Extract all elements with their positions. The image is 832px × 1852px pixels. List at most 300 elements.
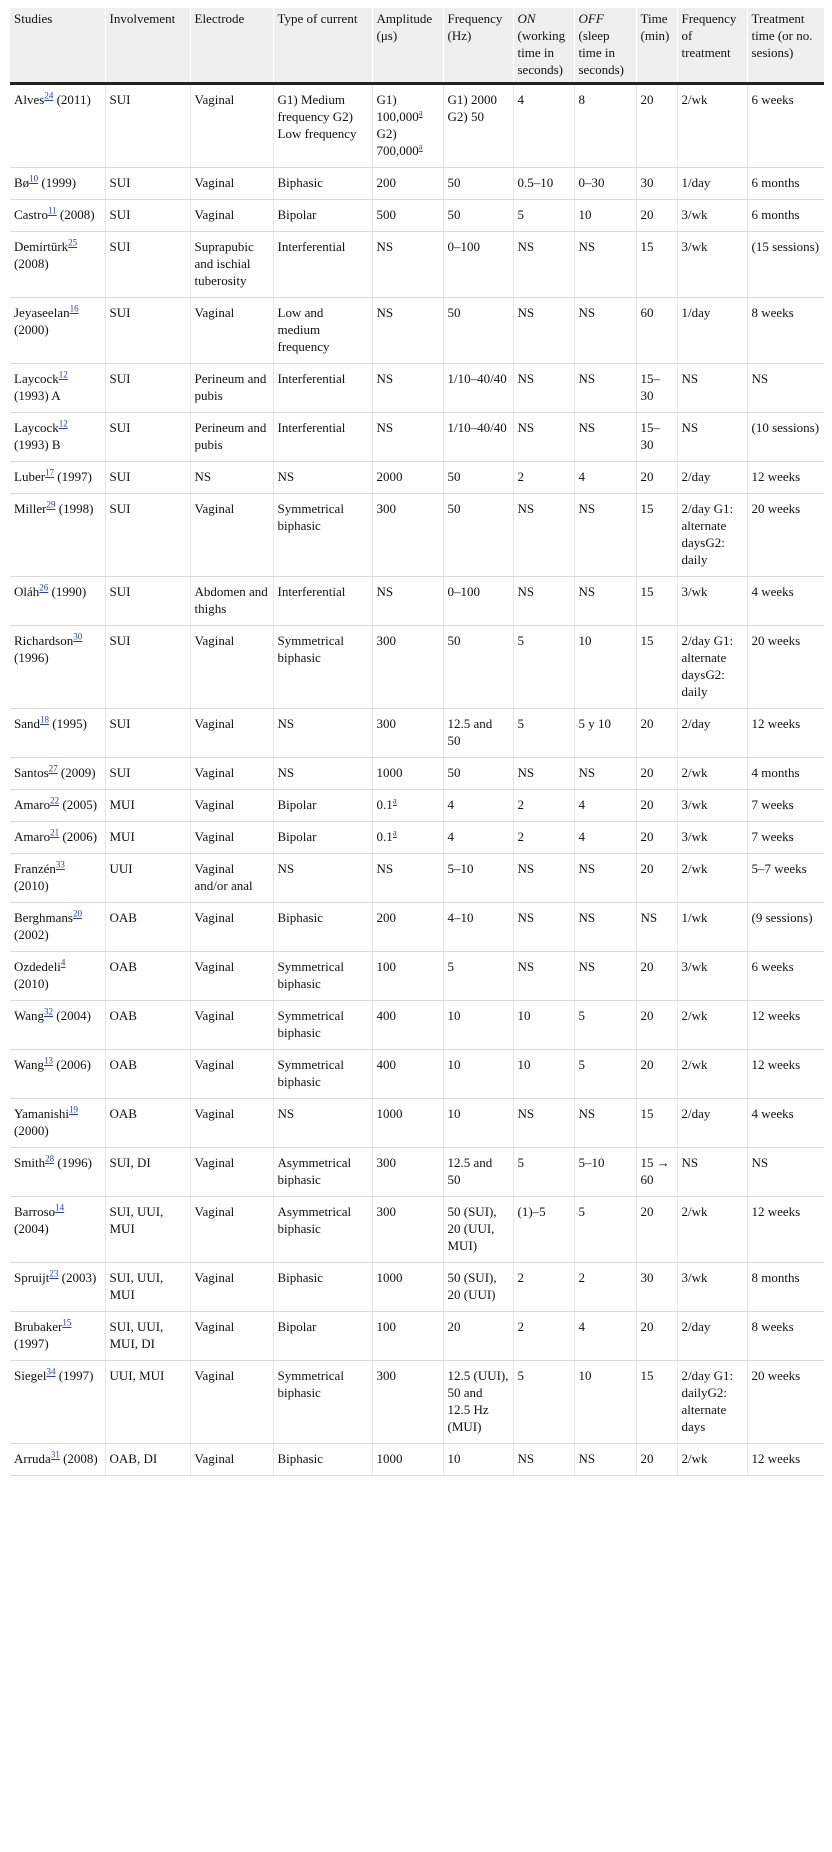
- cell-frequency-hz: 0–100: [443, 577, 513, 626]
- cell-time-min: 20: [636, 200, 677, 232]
- cell-amplitude-s: 2000: [372, 462, 443, 494]
- cell-frequency-of-treatment: 2/wk: [677, 1444, 747, 1476]
- cell-time-min: 20: [636, 1197, 677, 1263]
- cell-on: 5: [513, 200, 574, 232]
- column-header-label: Amplitude (μs): [376, 11, 433, 43]
- table-row: [10, 413, 824, 462]
- cell-frequency-hz: 50: [443, 200, 513, 232]
- column-header-sublabel: (sleep time in seconds): [578, 28, 624, 77]
- cell-frequency-hz: 10: [443, 1099, 513, 1148]
- study-cell: [10, 577, 105, 626]
- cell-time-min: 15–30: [636, 413, 677, 462]
- study-cell: [10, 790, 105, 822]
- cell-on: 2: [513, 790, 574, 822]
- cell-on: NS: [513, 1444, 574, 1476]
- cell-type-of-current: Interferential: [273, 364, 372, 413]
- cell-type-of-current: NS: [273, 854, 372, 903]
- cell-amplitude-s: 0.1$^a$: [372, 790, 443, 822]
- study-cell: [10, 84, 105, 168]
- table-row: [10, 854, 824, 903]
- reference-link[interactable]: 28: [45, 1153, 55, 1164]
- cell-off: 5: [574, 1197, 636, 1263]
- cell-amplitude-s: 0.1$^a$: [372, 822, 443, 854]
- cell-type-of-current: Interferential: [273, 413, 372, 462]
- study-year: (1997): [14, 1336, 49, 1351]
- electrostimulation-parameters-table: [10, 8, 824, 1476]
- cell-off: 10: [574, 200, 636, 232]
- cell-treatment-time-or-no-sesions: 4 weeks: [747, 1099, 824, 1148]
- table-row: [10, 822, 824, 854]
- study-author: Smith: [14, 1155, 46, 1170]
- cell-on: 5: [513, 709, 574, 758]
- cell-amplitude-s: 300: [372, 1197, 443, 1263]
- reference-link[interactable]: 30: [73, 631, 83, 642]
- cell-amplitude-s: 300: [372, 494, 443, 577]
- cell-electrode: Vaginal: [190, 626, 273, 709]
- column-header-label: Studies: [14, 11, 53, 26]
- cell-frequency-hz: 50: [443, 494, 513, 577]
- table-row: [10, 1001, 824, 1050]
- cell-time-min: 15: [636, 494, 677, 577]
- cell-off: 5–10: [574, 1148, 636, 1197]
- cell-off: 4: [574, 790, 636, 822]
- table-row: [10, 84, 824, 168]
- study-year: (2008): [59, 207, 95, 222]
- table-row: [10, 903, 824, 952]
- table-row: [10, 577, 824, 626]
- cell-on: 5: [513, 626, 574, 709]
- study-author: Castro: [14, 207, 48, 222]
- reference-link[interactable]: 10: [29, 173, 39, 184]
- table-row: [10, 462, 824, 494]
- cell-off: NS: [574, 298, 636, 364]
- cell-electrode: Vaginal: [190, 1001, 273, 1050]
- cell-electrode: Vaginal: [190, 709, 273, 758]
- cell-off: NS: [574, 413, 636, 462]
- study-cell: [10, 413, 105, 462]
- cell-treatment-time-or-no-sesions: 6 weeks: [747, 84, 824, 168]
- column-header-frequency-of-treatment: [677, 8, 747, 84]
- cell-time-min: 15: [636, 577, 677, 626]
- cell-frequency-hz: G1) 2000 G2) 50: [443, 84, 513, 168]
- cell-frequency-hz: 10: [443, 1050, 513, 1099]
- cell-type-of-current: Biphasic: [273, 1263, 372, 1312]
- cell-frequency-of-treatment: 2/day: [677, 1099, 747, 1148]
- reference-link[interactable]: 23: [49, 1268, 59, 1279]
- study-author: Franzén: [14, 861, 56, 876]
- study-author: Wang: [14, 1057, 44, 1072]
- study-author: Laycock: [14, 371, 59, 386]
- footnote-link[interactable]: a: [418, 141, 423, 152]
- column-header-studies: [10, 8, 105, 84]
- reference-link[interactable]: 12: [58, 418, 68, 429]
- study-author: Jeyaseelan: [14, 305, 70, 320]
- cell-frequency-hz: 50 (SUI), 20 (UUI, MUI): [443, 1197, 513, 1263]
- cell-on: 2: [513, 1263, 574, 1312]
- cell-electrode: NS: [190, 462, 273, 494]
- cell-off: 4: [574, 1312, 636, 1361]
- cell-off: 5: [574, 1001, 636, 1050]
- cell-off: 5 y 10: [574, 709, 636, 758]
- cell-off: 4: [574, 822, 636, 854]
- reference-link[interactable]: 24: [44, 90, 54, 101]
- cell-frequency-hz: 50: [443, 462, 513, 494]
- cell-type-of-current: Bipolar: [273, 200, 372, 232]
- cell-treatment-time-or-no-sesions: 6 months: [747, 200, 824, 232]
- cell-electrode: Vaginal: [190, 1263, 273, 1312]
- study-author: Ozdedeli: [14, 959, 61, 974]
- cell-on: 5: [513, 1361, 574, 1444]
- reference-link[interactable]: 14: [55, 1202, 65, 1213]
- cell-amplitude-s: 1000: [372, 758, 443, 790]
- table-row: [10, 1361, 824, 1444]
- study-cell: [10, 200, 105, 232]
- cell-amplitude-s: NS: [372, 232, 443, 298]
- column-header-label: ON: [517, 11, 536, 26]
- cell-off: NS: [574, 1099, 636, 1148]
- cell-involvement: UUI: [105, 854, 190, 903]
- cell-time-min: 20: [636, 822, 677, 854]
- table-row: [10, 494, 824, 577]
- cell-treatment-time-or-no-sesions: 12 weeks: [747, 709, 824, 758]
- cell-off: 5: [574, 1050, 636, 1099]
- cell-amplitude-s: 500: [372, 200, 443, 232]
- cell-involvement: SUI: [105, 84, 190, 168]
- cell-frequency-hz: 20: [443, 1312, 513, 1361]
- cell-involvement: OAB: [105, 1099, 190, 1148]
- cell-off: 4: [574, 462, 636, 494]
- cell-type-of-current: NS: [273, 462, 372, 494]
- cell-time-min: 20: [636, 709, 677, 758]
- study-author: Arruda: [14, 1451, 51, 1466]
- cell-frequency-hz: 4: [443, 822, 513, 854]
- cell-treatment-time-or-no-sesions: 4 weeks: [747, 577, 824, 626]
- table-row: [10, 952, 824, 1001]
- reference-link[interactable]: 21: [50, 827, 60, 838]
- cell-electrode: Vaginal: [190, 1050, 273, 1099]
- cell-type-of-current: NS: [273, 709, 372, 758]
- cell-on: 2: [513, 822, 574, 854]
- column-header-label: Type of current: [277, 11, 358, 26]
- cell-time-min: 20: [636, 1444, 677, 1476]
- cell-on: NS: [513, 952, 574, 1001]
- study-year: (2004): [14, 1221, 49, 1236]
- reference-link[interactable]: 12: [58, 369, 68, 380]
- cell-involvement: OAB: [105, 952, 190, 1001]
- reference-link[interactable]: 26: [39, 582, 49, 593]
- cell-on: NS: [513, 1099, 574, 1148]
- cell-frequency-hz: 10: [443, 1001, 513, 1050]
- column-header-frequency-hz: [443, 8, 513, 84]
- cell-on: NS: [513, 758, 574, 790]
- cell-electrode: Vaginal: [190, 790, 273, 822]
- cell-treatment-time-or-no-sesions: 12 weeks: [747, 1001, 824, 1050]
- reference-link[interactable]: 15: [62, 1317, 72, 1328]
- cell-frequency-hz: 12.5 and 50: [443, 1148, 513, 1197]
- cell-treatment-time-or-no-sesions: 12 weeks: [747, 1444, 824, 1476]
- cell-type-of-current: Interferential: [273, 577, 372, 626]
- cell-amplitude-s: NS: [372, 298, 443, 364]
- cell-treatment-time-or-no-sesions: NS: [747, 1148, 824, 1197]
- reference-link[interactable]: 34: [46, 1366, 56, 1377]
- cell-treatment-time-or-no-sesions: 4 months: [747, 758, 824, 790]
- cell-frequency-hz: 5: [443, 952, 513, 1001]
- cell-electrode: Vaginal and/or anal: [190, 854, 273, 903]
- study-year: (1997): [57, 469, 92, 484]
- cell-electrode: Vaginal: [190, 1197, 273, 1263]
- cell-involvement: MUI: [105, 790, 190, 822]
- table-row: [10, 709, 824, 758]
- cell-involvement: SUI: [105, 413, 190, 462]
- cell-on: NS: [513, 232, 574, 298]
- study-cell: [10, 232, 105, 298]
- column-header-label: Frequency (Hz): [447, 11, 503, 43]
- cell-type-of-current: G1) Medium frequency G2) Low frequency: [273, 84, 372, 168]
- column-header-off: [574, 8, 636, 84]
- cell-on: NS: [513, 577, 574, 626]
- header-row: [10, 8, 824, 84]
- cell-electrode: Vaginal: [190, 758, 273, 790]
- column-header-amplitude-s: [372, 8, 443, 84]
- column-header-type-of-current: [273, 8, 372, 84]
- cell-treatment-time-or-no-sesions: 5–7 weeks: [747, 854, 824, 903]
- cell-treatment-time-or-no-sesions: 12 weeks: [747, 462, 824, 494]
- study-author: Sand: [14, 716, 40, 731]
- table-row: [10, 298, 824, 364]
- cell-frequency-of-treatment: 2/wk: [677, 84, 747, 168]
- cell-involvement: SUI: [105, 626, 190, 709]
- reference-link[interactable]: 22: [50, 795, 60, 806]
- cell-type-of-current: Interferential: [273, 232, 372, 298]
- study-cell: [10, 1050, 105, 1099]
- column-header-label: Frequency of treatment: [681, 11, 737, 60]
- cell-type-of-current: Bipolar: [273, 1312, 372, 1361]
- column-header-label: Involvement: [109, 11, 176, 26]
- cell-type-of-current: Biphasic: [273, 903, 372, 952]
- cell-off: NS: [574, 577, 636, 626]
- cell-off: 8: [574, 84, 636, 168]
- cell-frequency-of-treatment: 3/wk: [677, 952, 747, 1001]
- cell-involvement: OAB, DI: [105, 1444, 190, 1476]
- cell-time-min: 15 → 60: [636, 1148, 677, 1197]
- column-header-label: Electrode: [194, 11, 245, 26]
- reference-link[interactable]: 33: [55, 859, 65, 870]
- study-year: (1999): [41, 175, 77, 190]
- study-year: (2000): [14, 322, 49, 337]
- study-author: Siegel: [14, 1368, 47, 1383]
- cell-on: NS: [513, 298, 574, 364]
- cell-amplitude-s: 1000: [372, 1263, 443, 1312]
- reference-link[interactable]: 19: [69, 1104, 79, 1115]
- cell-involvement: SUI: [105, 200, 190, 232]
- table-row: [10, 758, 824, 790]
- cell-involvement: SUI, UUI, MUI, DI: [105, 1312, 190, 1361]
- column-header-label: Treatment time (or no. sesions): [751, 11, 813, 60]
- cell-time-min: 30: [636, 1263, 677, 1312]
- cell-off: NS: [574, 1444, 636, 1476]
- cell-involvement: OAB: [105, 1050, 190, 1099]
- cell-frequency-hz: 10: [443, 1444, 513, 1476]
- cell-frequency-of-treatment: 2/day G1: dailyG2: alternate days: [677, 1361, 747, 1444]
- cell-time-min: 15: [636, 232, 677, 298]
- cell-frequency-hz: 0–100: [443, 232, 513, 298]
- cell-involvement: SUI: [105, 494, 190, 577]
- cell-frequency-hz: 1/10–40/40: [443, 364, 513, 413]
- reference-link[interactable]: 32: [44, 1006, 53, 1017]
- cell-time-min: NS: [636, 903, 677, 952]
- cell-time-min: 20: [636, 758, 677, 790]
- reference-link[interactable]: 17: [45, 467, 55, 478]
- cell-involvement: OAB: [105, 903, 190, 952]
- cell-frequency-of-treatment: 3/wk: [677, 200, 747, 232]
- study-author: Alves: [14, 92, 45, 107]
- study-year: (2009): [60, 765, 96, 780]
- reference-link[interactable]: 27: [48, 763, 58, 774]
- cell-frequency-of-treatment: 1/wk: [677, 903, 747, 952]
- cell-electrode: Vaginal: [190, 1361, 273, 1444]
- table-row: [10, 168, 824, 200]
- table-row: [10, 1444, 824, 1476]
- column-header-label: OFF: [578, 11, 604, 26]
- cell-treatment-time-or-no-sesions: 12 weeks: [747, 1050, 824, 1099]
- cell-involvement: SUI: [105, 364, 190, 413]
- cell-treatment-time-or-no-sesions: 7 weeks: [747, 822, 824, 854]
- cell-frequency-of-treatment: 2/day: [677, 1312, 747, 1361]
- study-cell: [10, 168, 105, 200]
- study-year: (1993) B: [14, 437, 61, 452]
- study-cell: [10, 952, 105, 1001]
- study-cell: [10, 1099, 105, 1148]
- cell-frequency-hz: 4: [443, 790, 513, 822]
- study-year: (1997): [58, 1368, 94, 1383]
- cell-type-of-current: Biphasic: [273, 1444, 372, 1476]
- cell-treatment-time-or-no-sesions: 7 weeks: [747, 790, 824, 822]
- reference-link[interactable]: 16: [69, 303, 79, 314]
- cell-on: NS: [513, 854, 574, 903]
- footnote-link[interactable]: a: [392, 827, 397, 838]
- cell-type-of-current: Symmetrical biphasic: [273, 1001, 372, 1050]
- study-year: (1995): [52, 716, 87, 731]
- reference-link[interactable]: 18: [40, 714, 49, 725]
- cell-time-min: 15: [636, 1361, 677, 1444]
- cell-on: 10: [513, 1050, 574, 1099]
- cell-treatment-time-or-no-sesions: (10 sessions): [747, 413, 824, 462]
- reference-link[interactable]: 25: [68, 237, 78, 248]
- study-author: Barroso: [14, 1204, 56, 1219]
- cell-type-of-current: NS: [273, 758, 372, 790]
- study-author: Demirtürk: [14, 239, 69, 254]
- cell-amplitude-s: G1) 100,000$^a$ G2) 700,000$^a$: [372, 84, 443, 168]
- study-year: (2000): [14, 1123, 49, 1138]
- cell-frequency-hz: 12.5 (UUI), 50 and 12.5 Hz (MUI): [443, 1361, 513, 1444]
- cell-electrode: Abdomen and thighs: [190, 577, 273, 626]
- cell-frequency-of-treatment: 2/day G1: alternate daysG2: daily: [677, 626, 747, 709]
- table-row: [10, 790, 824, 822]
- cell-type-of-current: Asymmetrical biphasic: [273, 1148, 372, 1197]
- reference-link[interactable]: 11: [47, 205, 57, 216]
- cell-off: NS: [574, 494, 636, 577]
- cell-treatment-time-or-no-sesions: 6 weeks: [747, 952, 824, 1001]
- study-year: (2010): [14, 976, 49, 991]
- study-cell: [10, 854, 105, 903]
- cell-frequency-of-treatment: 3/wk: [677, 1263, 747, 1312]
- cell-involvement: SUI, DI: [105, 1148, 190, 1197]
- table-row: [10, 1312, 824, 1361]
- study-author: Amaro: [14, 797, 51, 812]
- cell-off: 0–30: [574, 168, 636, 200]
- cell-involvement: SUI, UUI, MUI: [105, 1197, 190, 1263]
- cell-type-of-current: Low and medium frequency: [273, 298, 372, 364]
- study-author: Berghmans: [14, 910, 73, 925]
- study-year: (2008): [63, 1451, 98, 1466]
- cell-time-min: 20: [636, 1312, 677, 1361]
- cell-amplitude-s: 300: [372, 709, 443, 758]
- reference-link[interactable]: 20: [72, 908, 82, 919]
- cell-amplitude-s: 1000: [372, 1099, 443, 1148]
- cell-electrode: Vaginal: [190, 298, 273, 364]
- cell-time-min: 20: [636, 1001, 677, 1050]
- cell-on: 10: [513, 1001, 574, 1050]
- study-year: (1998): [58, 501, 94, 516]
- cell-frequency-of-treatment: 3/wk: [677, 790, 747, 822]
- cell-frequency-hz: 4–10: [443, 903, 513, 952]
- cell-frequency-hz: 50: [443, 758, 513, 790]
- column-header-on: [513, 8, 574, 84]
- cell-off: NS: [574, 903, 636, 952]
- cell-frequency-hz: 50: [443, 626, 513, 709]
- reference-link[interactable]: 29: [46, 499, 56, 510]
- reference-link[interactable]: 31: [50, 1449, 60, 1460]
- column-header-sublabel: (working time in seconds): [517, 28, 566, 77]
- reference-link[interactable]: 4: [60, 957, 66, 968]
- cell-type-of-current: Bipolar: [273, 822, 372, 854]
- study-year: (2006): [62, 829, 98, 844]
- cell-frequency-hz: 5–10: [443, 854, 513, 903]
- cell-frequency-hz: 50: [443, 298, 513, 364]
- cell-involvement: SUI, UUI, MUI: [105, 1263, 190, 1312]
- study-author: Brubaker: [14, 1319, 63, 1334]
- cell-treatment-time-or-no-sesions: 20 weeks: [747, 494, 824, 577]
- cell-amplitude-s: NS: [372, 413, 443, 462]
- study-author: Richardson: [14, 633, 74, 648]
- study-cell: [10, 1148, 105, 1197]
- cell-frequency-of-treatment: 1/day: [677, 168, 747, 200]
- cell-type-of-current: Bipolar: [273, 790, 372, 822]
- cell-type-of-current: Symmetrical biphasic: [273, 1361, 372, 1444]
- cell-amplitude-s: 200: [372, 903, 443, 952]
- study-author: Yamanishi: [14, 1106, 70, 1121]
- cell-amplitude-s: NS: [372, 854, 443, 903]
- cell-on: NS: [513, 903, 574, 952]
- cell-electrode: Suprapubic and ischial tuberosity: [190, 232, 273, 298]
- cell-frequency-of-treatment: 2/day G1: alternate daysG2: daily: [677, 494, 747, 577]
- study-year: (2006): [56, 1057, 91, 1072]
- cell-involvement: SUI: [105, 758, 190, 790]
- study-cell: [10, 364, 105, 413]
- study-author: Miller: [14, 501, 47, 516]
- cell-time-min: 20: [636, 462, 677, 494]
- column-header-time-min: [636, 8, 677, 84]
- cell-on: 2: [513, 1312, 574, 1361]
- cell-electrode: Perineum and pubis: [190, 364, 273, 413]
- reference-link[interactable]: 13: [44, 1055, 53, 1066]
- footnote-link[interactable]: a: [418, 107, 423, 118]
- footnote-link[interactable]: a: [392, 795, 397, 806]
- study-year: (1993) A: [14, 388, 61, 403]
- column-header-label: Time (min): [640, 11, 670, 43]
- cell-amplitude-s: 300: [372, 1361, 443, 1444]
- cell-treatment-time-or-no-sesions: (15 sessions): [747, 232, 824, 298]
